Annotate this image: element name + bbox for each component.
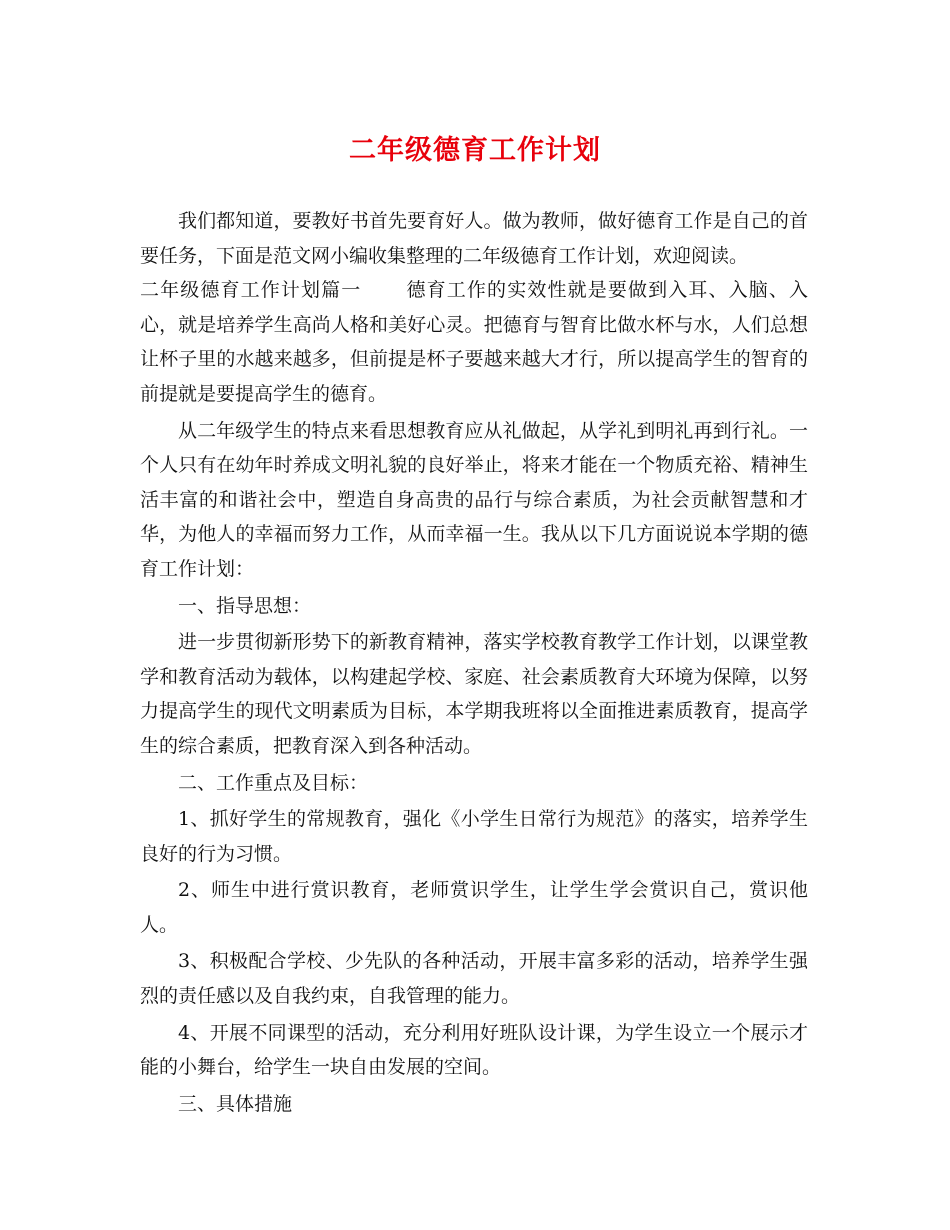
article-label: 二年级德育工作计划篇一	[140, 279, 362, 302]
list-item-2: 2、师生中进行赏识教育，老师赏识学生，让学生学会赏识自己，赏识他人。	[140, 879, 808, 936]
list-item-3: 3、积极配合学校、少先队的各种活动，开展丰富多彩的活动，培养学生强烈的责任感以及自我约束，自我管理的能力。	[140, 950, 808, 1008]
list-item-1: 1、抓好学生的常规教育，强化《小学生日常行为规范》的落实，培养学生良好的行为习惯。	[140, 808, 808, 865]
section-heading-3: 三、具体措施	[178, 1092, 293, 1115]
paragraph-3: 进一步贯彻新形势下的新教育精神，落实学校教育教学工作计划，以课堂教学和教育活动为载体，以构建起学校、家庭、社会素质教育大环境为保障，以努力提高学生的现代文明素质为目标，本学期我班将以全面推进素质教育，提高学生的综合素质，把教育深入到各种活动。	[140, 631, 808, 757]
document-body	[140, 204, 808, 1121]
article-first-paragraph	[140, 273, 808, 411]
list-item-4: 4、开展不同课型的活动，充分利用好班队设计课，为学生设立一个展示才能的小舞台，给学生一块自由发展的空间。	[140, 1021, 808, 1079]
section-heading-1: 一、指导思想：	[178, 594, 312, 617]
intro-paragraph: 我们都知道，要教好书首先要育好人。做为教师，做好德育工作是自己的首要任务，下面是范文网小编收集整理的二年级德育工作计划，欢迎阅读。	[140, 210, 808, 267]
article-first-text: 德育工作的实效性就是要做到入耳、入脑、入心，就是培养学生高尚人格和美好心灵。把德育与智育比做水杯与水，人们总想让杯子里的水越来越多，但前提是杯子要越来越大才行，所以提高学生的智育的前提就是要提高学生的德育。	[140, 279, 808, 405]
document-title: 二年级德育工作计划	[349, 135, 601, 166]
section-heading-2: 二、工作重点及目标：	[178, 771, 369, 794]
paragraph-2: 从二年级学生的特点来看思想教育应从礼做起，从学礼到明礼再到行礼。一个人只有在幼年时养成文明礼貌的良好举止，将来才能在一个物质充裕、精神生活丰富的和谐社会中，塑造自身高贵的品行与综合素质，为社会贡献智慧和才华，为他人的幸福而努力工作，从而幸福一生。我从以下几方面说说本学期的德育工作计划：	[140, 419, 808, 580]
